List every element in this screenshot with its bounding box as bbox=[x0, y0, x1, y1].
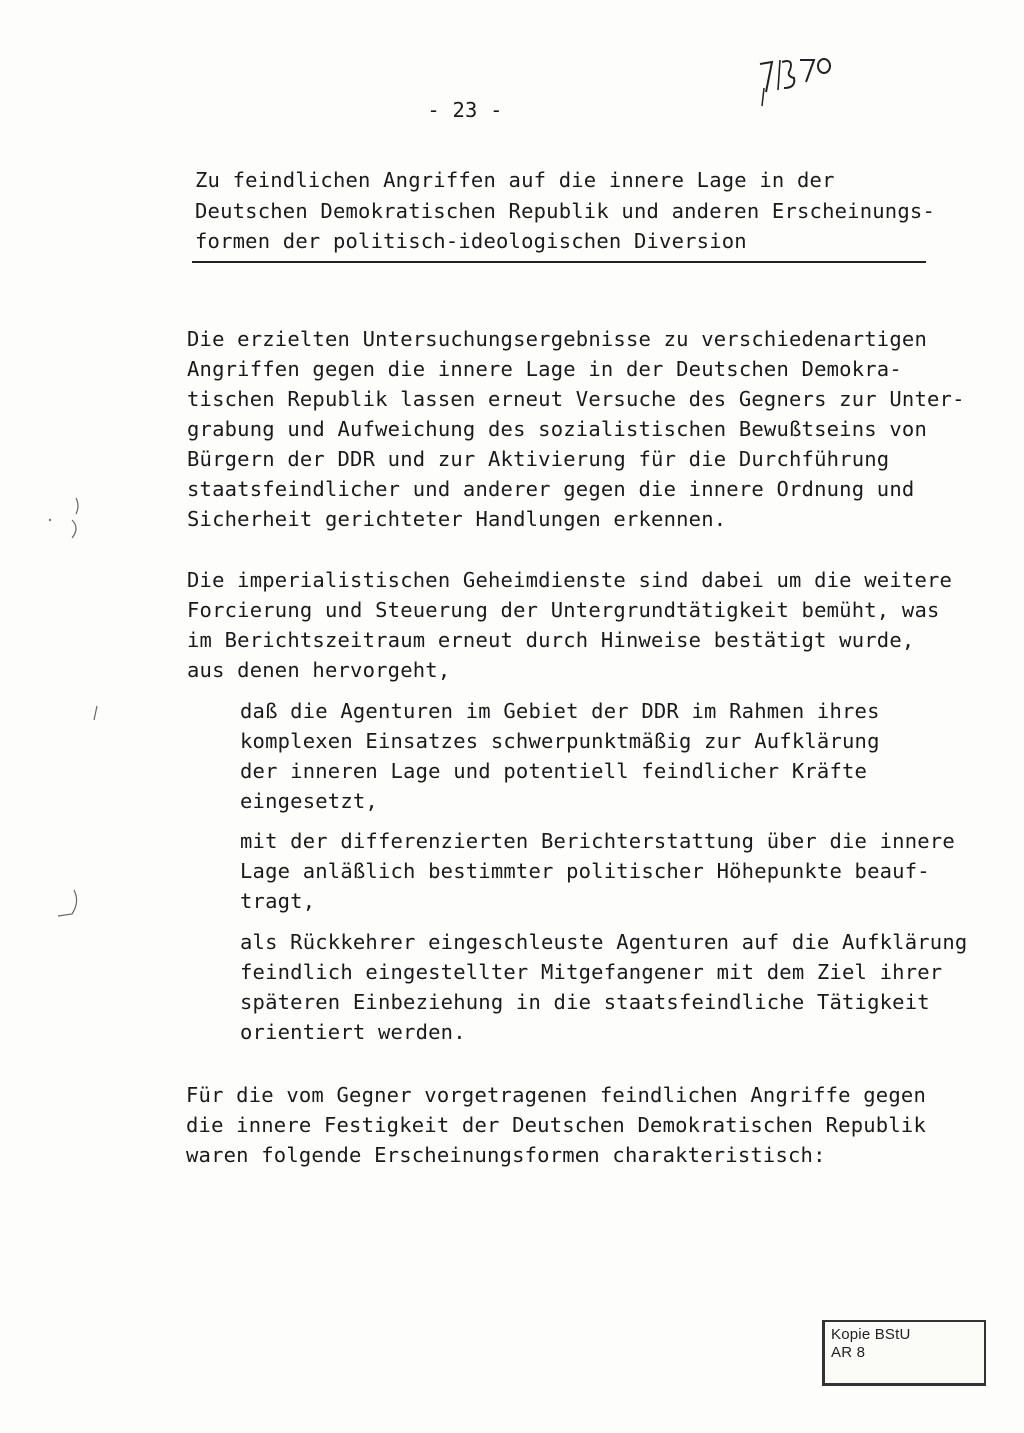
paragraph-2 bbox=[187, 565, 952, 685]
text-line: als Rückkehrer eingeschleuste Agenturen auf die Aufklärung bbox=[240, 930, 968, 954]
text-line: Für die vom Gegner vorgetragenen feindlichen Angriffe gegen bbox=[186, 1083, 926, 1107]
heading-line: formen der politisch-ideologischen Diversion bbox=[195, 229, 747, 253]
indented-item-2 bbox=[240, 826, 955, 916]
stamp-line: Kopie BStU bbox=[831, 1326, 911, 1343]
handwritten-page-number bbox=[756, 48, 836, 108]
heading-line: Deutschen Demokratischen Republik und anderen Erscheinungs- bbox=[195, 198, 935, 223]
text-line: waren folgende Erscheinungsformen charakteristisch: bbox=[186, 1143, 826, 1167]
text-line: späteren Einbeziehung in die staatsfeindliche Tätigkeit bbox=[240, 990, 930, 1014]
text-line: Sicherheit gerichteter Handlungen erkennen. bbox=[187, 507, 727, 531]
text-line: staatsfeindlicher und anderer gegen die innere Ordnung und bbox=[187, 477, 915, 501]
text-line: Lage anläßlich bestimmter politischer Höhepunkte beauf- bbox=[240, 859, 930, 883]
text-line: Die erzielten Untersuchungsergebnisse zu verschiedenartigen bbox=[187, 327, 927, 351]
text-line: Angriffen gegen die innere Lage in der Deutschen Demokra- bbox=[187, 357, 902, 381]
text-line: tischen Republik lassen erneut Versuche des Gegners zur Unter- bbox=[187, 387, 965, 411]
text-line: der inneren Lage und potentiell feindlicher Kräfte bbox=[240, 759, 868, 783]
paragraph-1 bbox=[187, 324, 965, 534]
heading-line: Zu feindlichen Angriffen auf die innere Lage in der bbox=[195, 168, 835, 192]
heading-underline bbox=[192, 261, 926, 263]
text-line: die innere Festigkeit der Deutschen Demokratischen Republik bbox=[186, 1113, 926, 1137]
stamp-line: AR 8 bbox=[831, 1344, 866, 1361]
text-line: grabung und Aufweichung des sozialistischen Bewußtseins von bbox=[187, 417, 927, 441]
archive-stamp bbox=[822, 1320, 986, 1386]
page-number: - 23 - bbox=[427, 98, 503, 122]
text-line: tragt, bbox=[240, 889, 316, 913]
section-heading bbox=[195, 165, 955, 257]
text-line: Bürgern der DDR und zur Aktivierung für die Durchführung bbox=[187, 447, 890, 471]
text-line: im Berichtszeitraum erneut durch Hinweise bestätigt wurde, bbox=[187, 628, 915, 652]
text-line: Forcierung und Steuerung der Untergrundtätigkeit bemüht, was bbox=[187, 598, 940, 622]
text-line: aus denen hervorgeht, bbox=[187, 658, 451, 682]
paragraph-3 bbox=[186, 1080, 926, 1170]
text-line: Die imperialistischen Geheimdienste sind dabei um die weitere bbox=[187, 568, 953, 592]
text-line: feindlich eingestellter Mitgefangener mit dem Ziel ihrer bbox=[240, 960, 943, 984]
text-line: daß die Agenturen im Gebiet der DDR im Rahmen ihres bbox=[240, 699, 880, 723]
text-line: mit der differenzierten Berichterstattung über die innere bbox=[240, 829, 955, 853]
indented-item-3 bbox=[240, 927, 967, 1047]
text-line: komplexen Einsatzes schwerpunktmäßig zur Aufklärung bbox=[240, 729, 880, 753]
indented-item-1 bbox=[240, 696, 880, 816]
text-line: orientiert werden. bbox=[240, 1020, 466, 1044]
text-line: eingesetzt, bbox=[240, 789, 378, 813]
